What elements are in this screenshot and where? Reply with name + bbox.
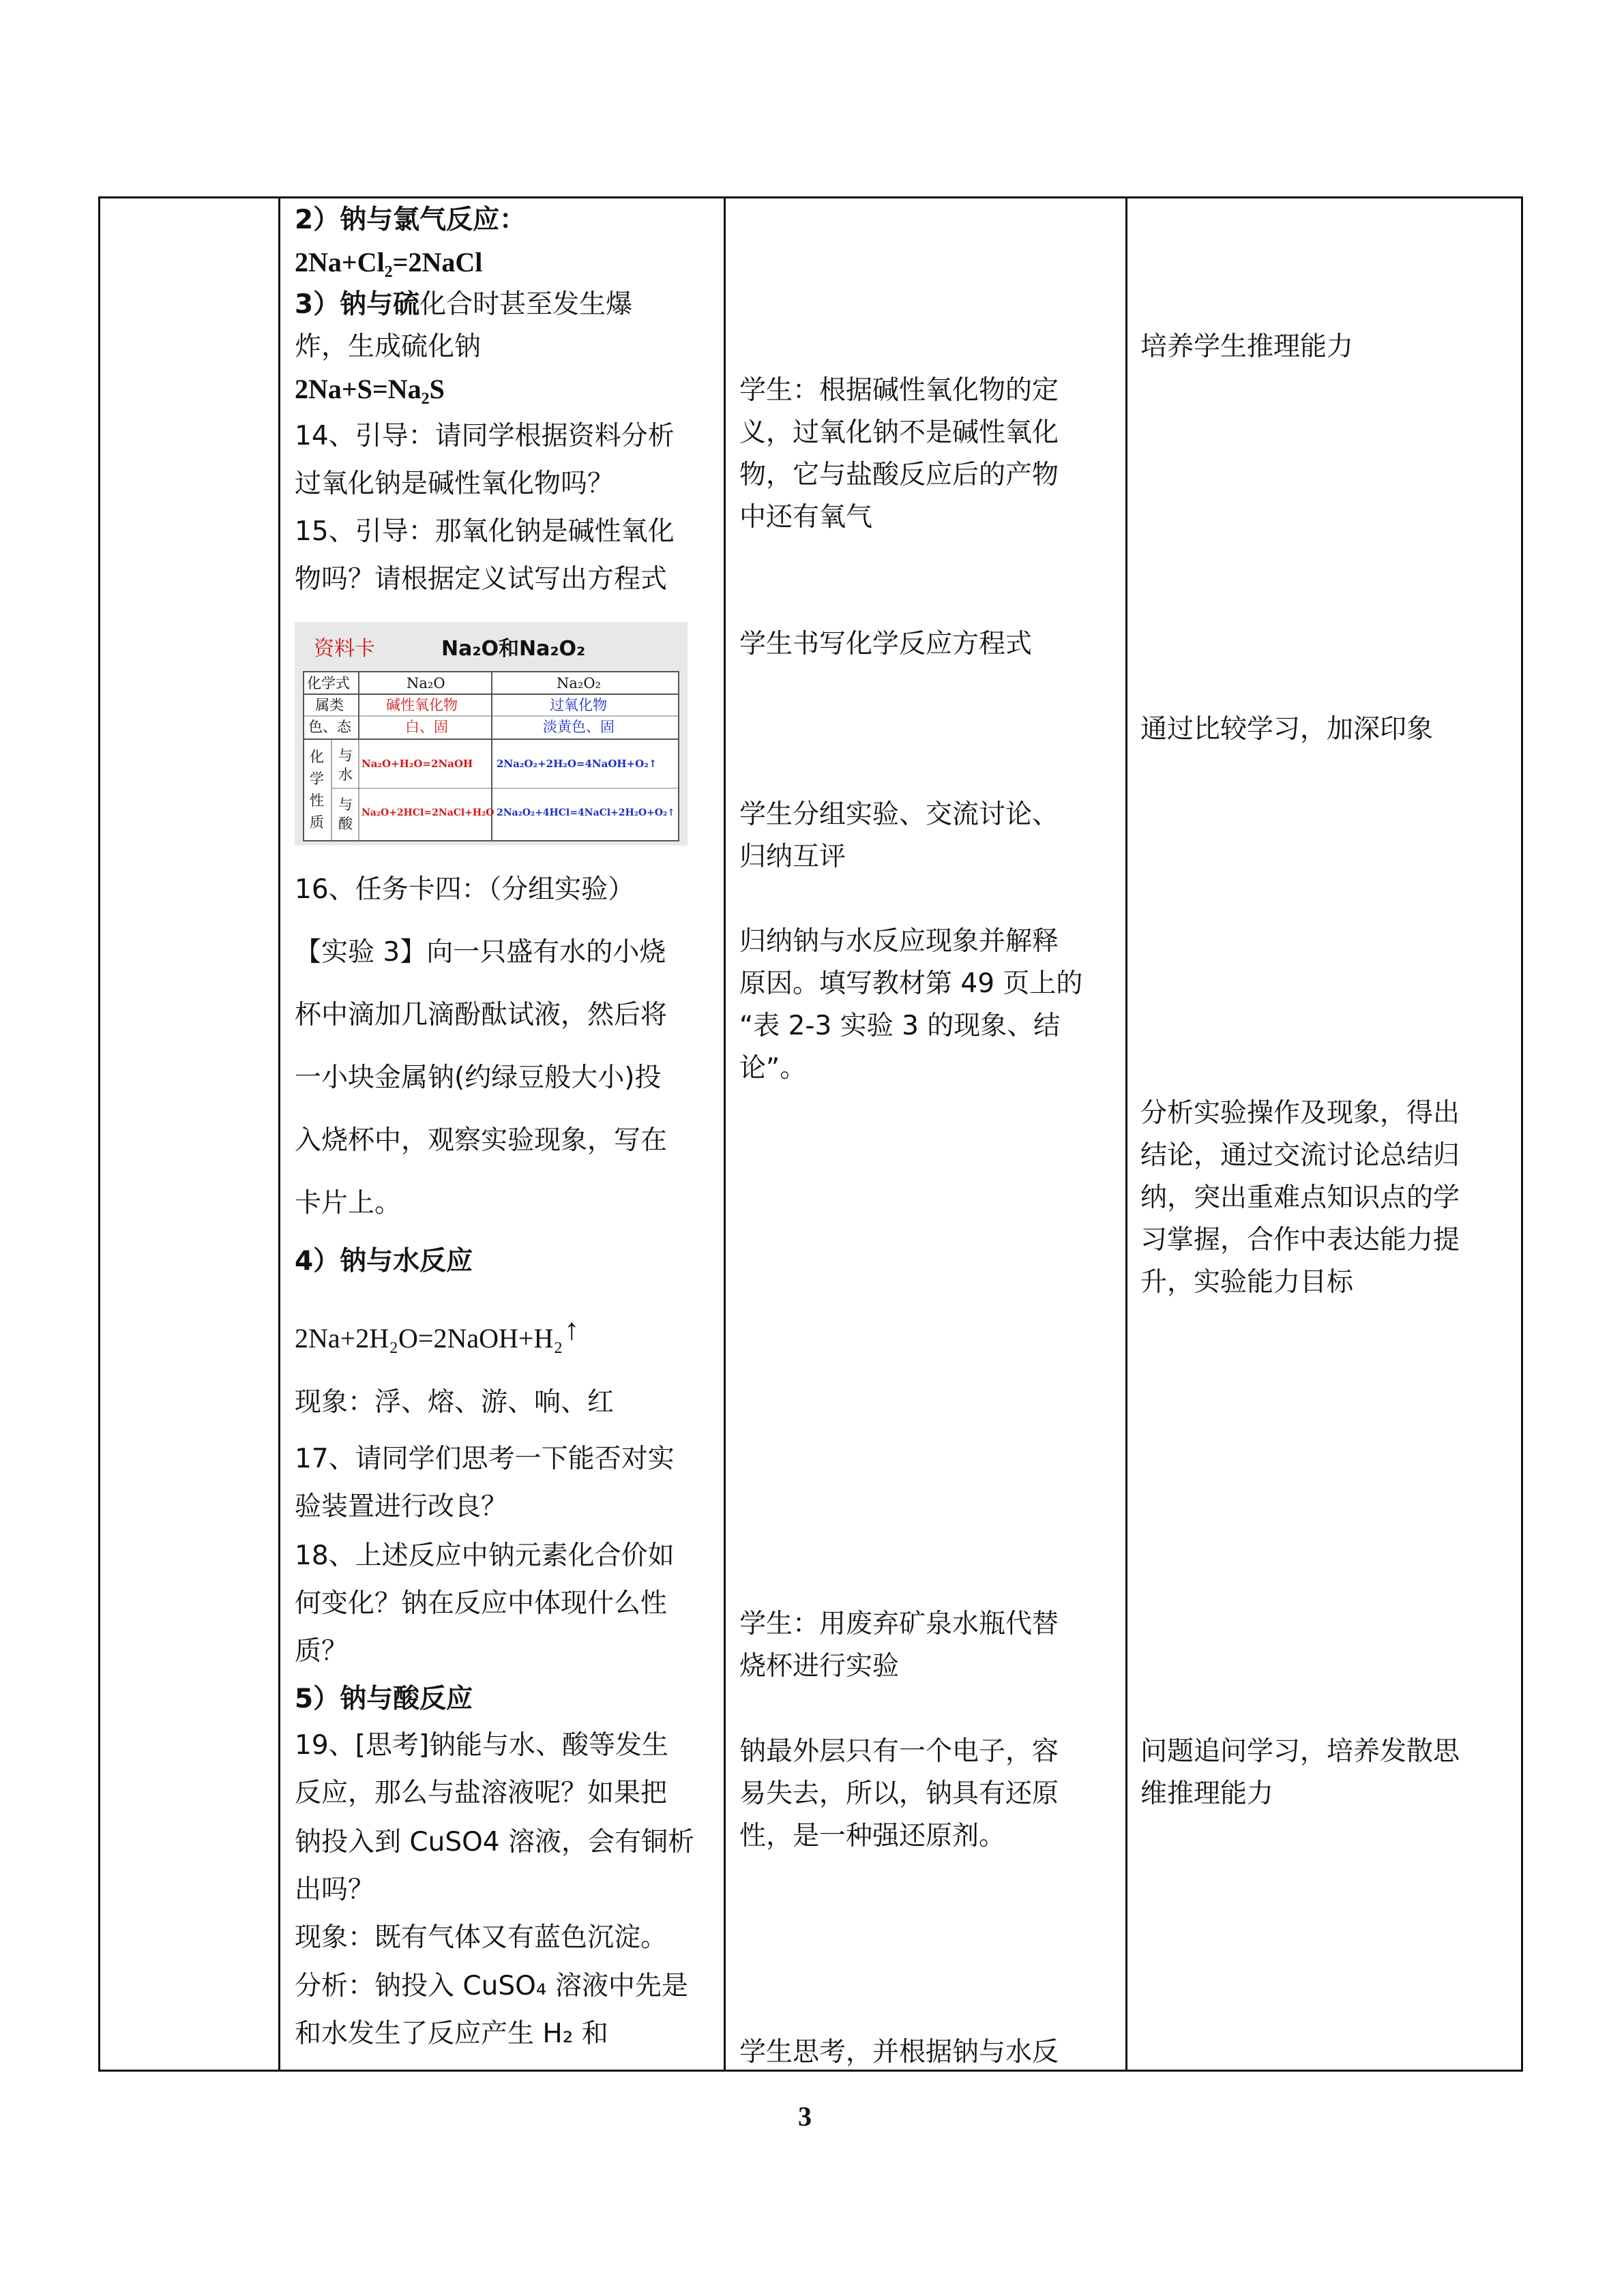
- page-number: 3: [798, 2101, 812, 2132]
- text-line: 钠最外层只有一个电子，容: [739, 1736, 1059, 1767]
- text-line: 结论，通过交流讨论总结归: [1140, 1140, 1460, 1171]
- text-line: 分析：钠投入 CuSO₄ 溶液中先是: [295, 1971, 688, 2001]
- text-line: 5）钠与酸反应: [295, 1684, 473, 1714]
- text-line: 质？: [295, 1636, 349, 1667]
- column-divider-1: [278, 196, 280, 2072]
- text-line: 维推理能力: [1140, 1778, 1274, 1809]
- card-row-acid-label: 与酸: [338, 796, 353, 832]
- text-line: 杯中滴加几滴酚酞试液，然后将: [295, 1000, 668, 1030]
- text-line: 过氧化钠是碱性氧化物吗？: [295, 468, 615, 499]
- text-line: 18、上述反应中钠元素化合价如: [295, 1540, 675, 1571]
- card-row-acid-na2o2: 2Na₂O₂+4HCl=4NaCl+2H₂O+O₂↑: [497, 807, 675, 818]
- text-line: 物，它与盐酸反应后的产物: [739, 460, 1059, 490]
- text-line: 升，实验能力目标: [1140, 1267, 1354, 1298]
- text-line: 反应，那么与盐溶液呢？如果把: [295, 1778, 668, 1808]
- text-line: 现象：既有气体又有蓝色沉淀。: [295, 1922, 668, 1953]
- text-line: 2）钠与氯气反应：: [295, 205, 527, 235]
- text-line: 现象：浮、熔、游、响、红: [295, 1387, 615, 1418]
- text-line: 17、请同学们思考一下能否对实: [295, 1444, 675, 1474]
- text-line: 物吗？请根据定义试写出方程式: [295, 564, 668, 595]
- text-line: 归纳互评: [739, 841, 846, 872]
- text-line: 学生书写化学反应方程式: [739, 629, 1033, 659]
- text-line: 原因。填写教材第 49 页上的: [739, 968, 1083, 999]
- text-line: 何变化？钠在反应中体现什么性: [295, 1588, 668, 1619]
- card-row-water-label: 与水: [338, 747, 353, 783]
- text-line: 16、任务卡四：（分组实验）: [295, 874, 635, 905]
- column-divider-2: [724, 196, 726, 2072]
- equation-na-s: 2Na+S=Na₂S: [295, 374, 445, 404]
- text-line: 纳，突出重难点知识点的学: [1140, 1182, 1460, 1213]
- text-line: 钠投入到 CuSO4 溶液，会有铜析: [295, 1827, 695, 1858]
- text-line: 验装置进行改良？: [295, 1491, 508, 1522]
- text-line: 一小块金属钠(约绿豆般大小)投: [295, 1062, 662, 1093]
- text-line: 4）钠与水反应: [295, 1246, 473, 1277]
- text-line: 中还有氧气: [739, 502, 873, 533]
- card-row-color-na2o: 白、固: [405, 719, 448, 735]
- text-line: 问题追问学习，培养发散思: [1140, 1736, 1460, 1767]
- text-line: 出吗？: [295, 1875, 375, 1905]
- card-row-class-na2o: 碱性氧化物: [386, 697, 458, 713]
- card-title-label: 资料卡: [314, 637, 375, 661]
- equation-na-water: 2Na+2H₂O=2NaOH+H₂↑: [295, 1313, 580, 1354]
- text-line: 性，是一种强还原剂。: [739, 1821, 1006, 1851]
- card-comparison-table: [303, 671, 679, 841]
- card-header-na2o2: Na₂O₂: [557, 675, 601, 691]
- equation-na-cl: 2Na+Cl₂=2NaCl: [295, 247, 483, 278]
- text-line: 习掌握，合作中表达能力提: [1140, 1225, 1460, 1255]
- text-line: 入烧杯中，观察实验现象，写在: [295, 1125, 668, 1156]
- card-row-water-na2o2: 2Na₂O₂+2H₂O=4NaOH+O₂↑: [497, 758, 658, 770]
- text-line: 通过比较学习，加深印象: [1140, 714, 1434, 745]
- text-line: 义，过氧化钠不是碱性氧化: [739, 417, 1059, 448]
- card-row-color-na2o2: 淡黄色、固: [543, 719, 615, 735]
- text-line: 烧杯进行实验: [739, 1651, 900, 1682]
- card-row-class-label: 属类: [315, 697, 344, 713]
- card-header-formula: 化学式: [307, 675, 350, 691]
- text-line: 学生分组实验、交流讨论、: [739, 799, 1059, 830]
- text-line: 易失去，所以，钠具有还原: [739, 1778, 1059, 1809]
- text-line: 培养学生推理能力: [1140, 331, 1354, 362]
- text-line: “表 2-3 实验 3 的现象、结: [739, 1011, 1061, 1041]
- text-line: 分析实验操作及现象，得出: [1140, 1098, 1460, 1129]
- text-line: 【实验 3】向一只盛有水的小烧: [295, 937, 666, 968]
- text-line: 3）钠与硫化合时甚至发生爆: [295, 289, 633, 320]
- column-divider-3: [1125, 196, 1127, 2072]
- card-row-water-na2o: Na₂O+H₂O=2NaOH: [361, 758, 473, 770]
- text-line: 论”。: [739, 1053, 807, 1084]
- text-line: 归纳钠与水反应现象并解释: [739, 926, 1059, 957]
- text-line: 15、引导：那氧化钠是碱性氧化: [295, 516, 675, 547]
- text-line: 学生：根据碱性氧化物的定: [739, 375, 1059, 406]
- card-title-compounds: Na₂O和Na₂O₂: [441, 637, 586, 661]
- card-header-na2o: Na₂O: [407, 675, 445, 691]
- text-line: 卡片上。: [295, 1188, 402, 1219]
- text-line: 和水发生了反应产生 H₂ 和: [295, 2018, 608, 2049]
- data-card-image: [295, 622, 688, 846]
- text-line: 14、引导：请同学根据资料分析: [295, 421, 675, 451]
- text-line: 19、[思考]钠能与水、酸等发生: [295, 1730, 669, 1761]
- card-row-color-label: 色、态: [308, 719, 351, 735]
- text-line: 学生：用废弃矿泉水瓶代替: [739, 1609, 1059, 1639]
- card-chem-property-label: 化学性质: [310, 749, 324, 831]
- card-row-acid-na2o: Na₂O+2HCl=2NaCl+H₂O: [361, 807, 494, 818]
- card-row-class-na2o2: 过氧化物: [550, 697, 607, 713]
- text-line: 炸，生成硫化钠: [295, 331, 482, 362]
- text-line: 学生思考，并根据钠与水反: [739, 2037, 1059, 2068]
